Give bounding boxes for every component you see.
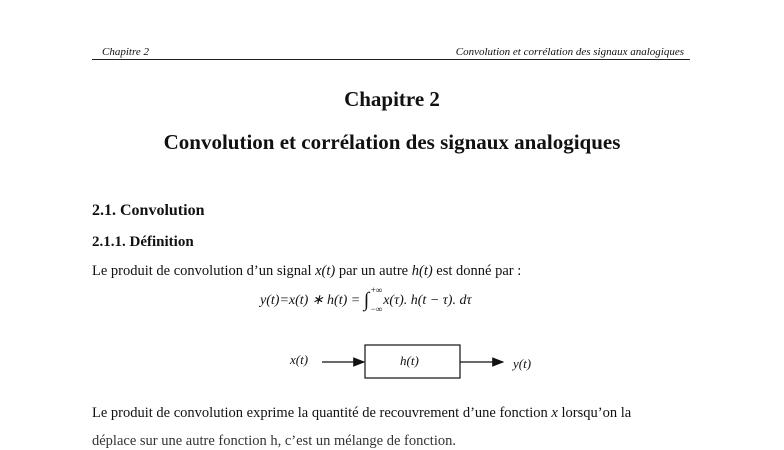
integral-upper-bound: +∞ [370,285,383,295]
body-paragraph-line-2: déplace sur une autre fonction h, c’est un mélange de fonction. [92,433,456,449]
intro-text-3: est donné par : [432,263,522,279]
intro-text-2: par un autre [335,263,412,279]
header-chapter: Chapitre 2 [102,46,149,58]
intro-signal-h: h(t) [411,263,433,279]
chapter-number: Chapitre 2 [344,87,440,111]
section-title: 2.1. Convolution [92,202,205,219]
formula-rhs-2: x(τ). h(t − τ). dτ [379,293,472,308]
formula-lhs: y(t) [260,293,280,308]
formula-rhs-1: =x(t) ∗ h(t) = [279,293,364,308]
diagram-input-label: x(t) [290,352,309,367]
body-text-2: lorsqu’on la [557,405,632,421]
integral-lower-bound: −∞ [370,304,383,314]
body-text-1: Le produit de convolution exprime la quantité de recouvrement d’une fonction [92,405,552,421]
intro-text-1: Le produit de convolution d’un signal [92,263,316,279]
body-var-x: x [551,405,558,421]
subsection-title: 2.1.1. Définition [92,234,194,250]
diagram-output-label: y(t) [513,356,532,371]
intro-signal-x: x(t) [315,263,336,279]
integral-sign: ∫ [363,289,370,311]
chapter-title: Convolution et corrélation des signaux analogiques [163,130,621,154]
header-title: Convolution et corrélation des signaux analogiques [455,46,684,58]
diagram-system-label: h(t) [400,353,419,368]
body-paragraph-line-1 [92,404,692,422]
